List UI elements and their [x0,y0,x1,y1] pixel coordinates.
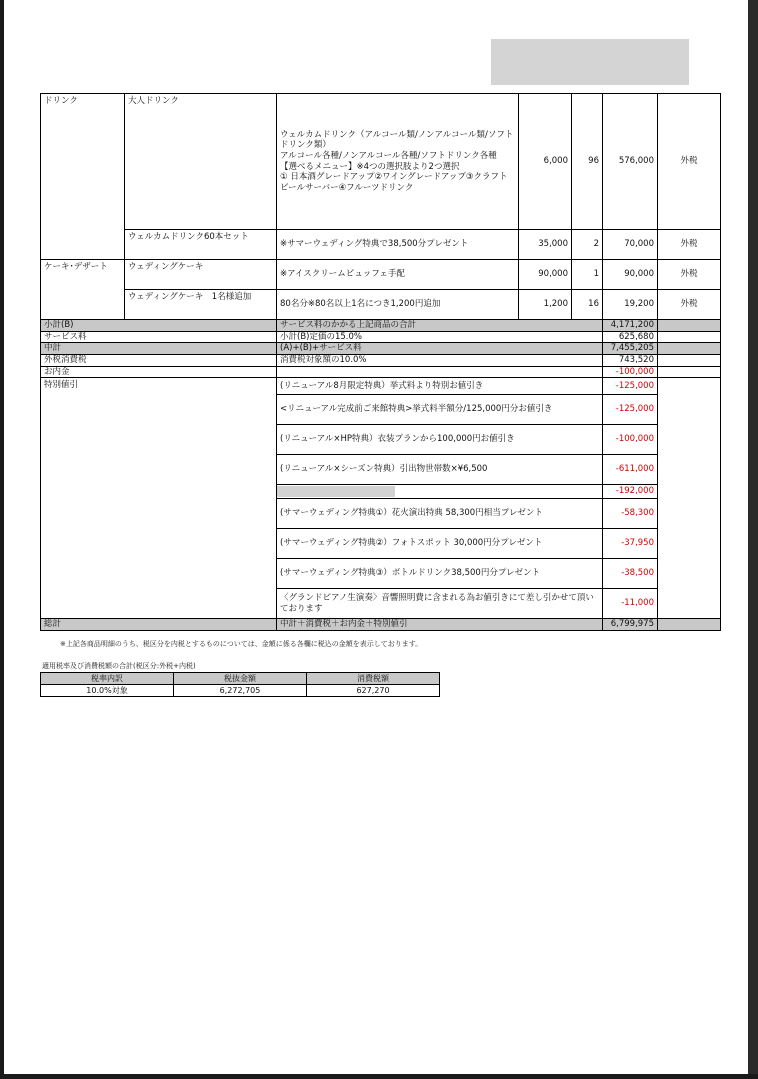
discount-desc: (リニューアル×HP特典）衣装プランから100,000円お値引き [277,425,603,455]
item-tax: 外税 [658,260,721,290]
summary-amount: -100,000 [603,366,658,378]
discount-amount: -37,950 [603,529,658,559]
page-border-right [748,0,758,1079]
discount-amount: -58,300 [603,499,658,529]
summary-label: 中計 [41,343,277,355]
item-amount: 90,000 [603,260,658,290]
item-row [41,260,721,290]
item-desc: ※アイスクリームビュッフェ手配 [277,260,519,290]
item-tax: 外税 [658,94,721,230]
grand-total-row [41,619,721,631]
discount-amount: -125,000 [603,395,658,425]
item-name: ウェディングケーキ [125,260,277,290]
estimate-table [40,93,721,631]
discount-label: 特別値引 [41,378,277,619]
summary-desc: 消費税対象額の10.0% [277,354,603,366]
discount-amount: -192,000 [603,485,658,499]
item-price: 6,000 [519,94,572,230]
tax-summary-cell: 627,270 [307,685,440,697]
redacted-text [277,486,395,497]
summary-amount: 7,455,205 [603,343,658,355]
tax-summary-table [40,672,440,697]
item-qty: 1 [572,260,603,290]
item-qty: 16 [572,290,603,320]
tax-summary-row [41,685,440,697]
empty-cell [658,320,721,332]
summary-desc [277,366,603,378]
item-row [41,290,721,320]
discount-desc: <リニューアル完成前ご来館特典>挙式料半額分/125,000円分お値引き [277,395,603,425]
discount-amount: -100,000 [603,425,658,455]
total-desc: 中計＋消費税＋お内金＋特別値引 [277,619,603,631]
summary-label: サービス料 [41,331,277,343]
summary-amount: 4,171,200 [603,320,658,332]
empty-cell [658,619,721,631]
discount-amount: -11,000 [603,589,658,619]
discount-desc: (サマーウェディング特典③）ボトルドリンク38,500円分プレゼント [277,559,603,589]
item-row [41,94,721,230]
tax-summary-cell: 10.0%対象 [41,685,174,697]
tax-summary-header-cell: 税抜金額 [174,673,307,685]
consumption-tax-row [41,354,721,366]
discount-row [41,378,721,395]
subtotal-row [41,320,721,332]
item-name: 大人ドリンク [125,94,277,230]
item-desc: 80名分※80名以上1名につき1,200円追加 [277,290,519,320]
midtotal-row [41,343,721,355]
discount-amount: -38,500 [603,559,658,589]
item-row [41,230,721,260]
summary-desc: 小計(B)定価の15.0% [277,331,603,343]
discount-desc: (サマーウェディング特典②）フォトスポット 30,000円分プレゼント [277,529,603,559]
deposit-row [41,366,721,378]
item-qty: 96 [572,94,603,230]
item-desc: ウェルカムドリンク（アルコール類/ノンアルコール類/ソフトドリンク類） アルコール各種/ノンアルコール各種/ソフトドリンク各種 【選べるメニュー】※4つの選択肢より2つ選択 ① 日本酒グレードアップ②ワイングレードアップ③クラフトビールサーバー④フルーツドリンク [277,94,519,230]
page-border-bottom [0,1074,758,1079]
summary-label: 外税消費税 [41,354,277,366]
summary-amount: 625,680 [603,331,658,343]
total-label: 総計 [41,619,277,631]
summary-label: お内金 [41,366,277,378]
tax-summary-caption: 適用税率及び消費税額の合計(税区分:外税+内税) [42,662,196,670]
summary-amount: 743,520 [603,354,658,366]
item-amount: 576,000 [603,94,658,230]
discount-desc: (リニューアル8月限定特典）挙式料より特別お値引き [277,378,603,395]
tax-summary-cell: 6,272,705 [174,685,307,697]
empty-cell [658,366,721,378]
item-category: ドリンク [41,94,125,260]
discount-amount: -611,000 [603,455,658,485]
service-fee-row [41,331,721,343]
summary-label: 小計(B) [41,320,277,332]
item-price: 1,200 [519,290,572,320]
item-price: 90,000 [519,260,572,290]
item-amount: 19,200 [603,290,658,320]
discount-desc: (リニューアル×シーズン特典）引出物世帯数×¥6,500 [277,455,603,485]
discount-desc-redacted [277,485,603,499]
item-tax: 外税 [658,290,721,320]
item-name: ウェルカムドリンク60本セット [125,230,277,260]
empty-cell [658,378,721,619]
item-name: ウェディングケーキ 1名様追加 [125,290,277,320]
empty-cell [658,343,721,355]
item-price: 35,000 [519,230,572,260]
discount-desc: 〈グランドピアノ生演奏〉音響照明費に含まれる為お値引きにて差し引かせて頂いております [277,589,603,619]
summary-desc: サービス料のかかる上記商品の合計 [277,320,603,332]
item-qty: 2 [572,230,603,260]
summary-desc: (A)+(B)+サービス料 [277,343,603,355]
tax-summary-header [41,673,440,685]
redacted-block [491,39,689,85]
discount-desc: (サマーウェディング特典①）花火演出特典 58,300円相当プレゼント [277,499,603,529]
empty-cell [658,331,721,343]
empty-cell [658,354,721,366]
total-amount: 6,799,975 [603,619,658,631]
item-amount: 70,000 [603,230,658,260]
item-tax: 外税 [658,230,721,260]
tax-summary-header-cell: 税率内訳 [41,673,174,685]
item-desc: ※サマーウェディング特典で38,500分プレゼント [277,230,519,260]
discount-amount: -125,000 [603,378,658,395]
item-category: ケーキ･デザート [41,260,125,320]
page-border-left [0,0,4,1079]
tax-summary-header-cell: 消費税額 [307,673,440,685]
tax-note: ※上記各商品明細のうち、税区分を内税とするものについては、金額に係る各欄に税込の金額を表示しております。 [60,640,423,648]
